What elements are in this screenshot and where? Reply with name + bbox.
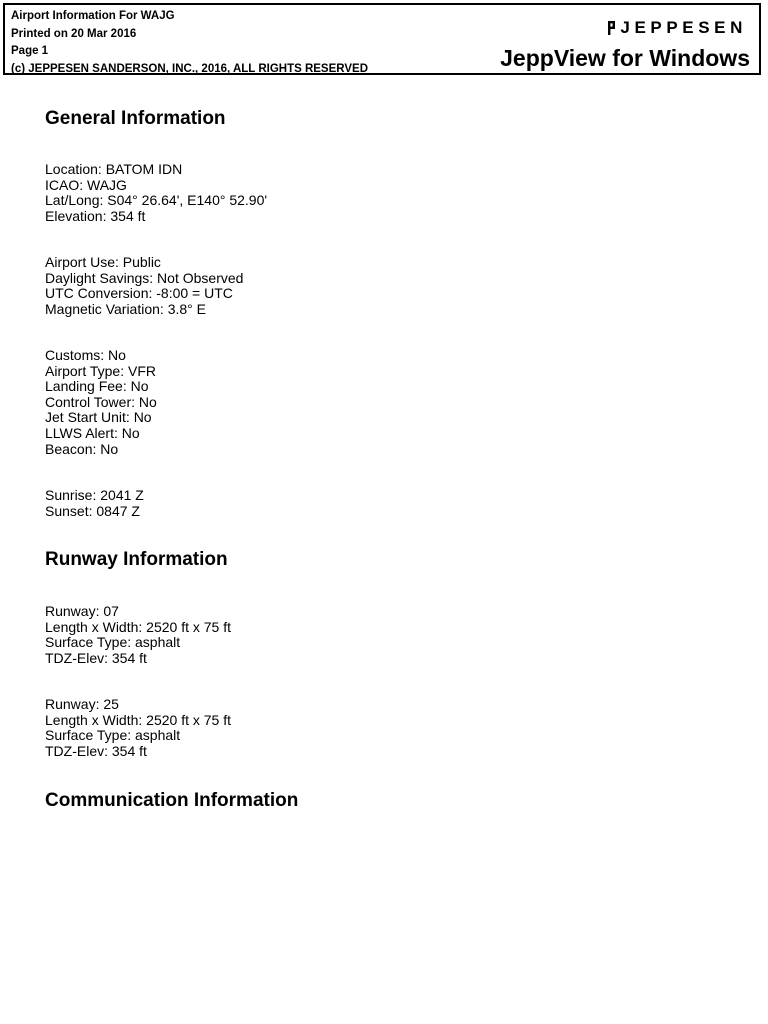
info-line: Sunrise: 2041 Z <box>45 487 144 503</box>
info-line: Surface Type: asphalt <box>45 634 181 651</box>
info-line: Airport Use: Public <box>45 254 161 270</box>
info-line: Landing Fee: No <box>45 378 149 395</box>
header-info <box>11 8 368 78</box>
info-line: Length x Width: 2520 ft x 75 ft <box>45 618 231 635</box>
jeppesen-brand <box>608 18 747 38</box>
header-copyright: (c) JEPPESEN SANDERSON, INC., 2016, ALL RIGHTS RESERVED <box>11 62 369 75</box>
airport-use-group <box>45 255 243 317</box>
brand-name: JEPPESEN <box>620 18 747 37</box>
runway-information-heading: Runway Information <box>45 549 228 570</box>
info-line: Surface Type: asphalt <box>45 727 181 744</box>
info-line: TDZ-Elev: 354 ft <box>45 742 147 759</box>
info-line: Elevation: 354 ft <box>45 207 146 224</box>
jeppesen-logo-icon <box>608 21 618 35</box>
info-line: Sunset: 0847 Z <box>45 502 140 519</box>
info-line: ICAO: WAJG <box>45 176 127 193</box>
info-line: Jet Start Unit: No <box>45 409 152 426</box>
location-group <box>45 162 267 224</box>
runway-07-group <box>45 604 231 666</box>
general-information-heading: General Information <box>45 108 226 129</box>
runway-25-group <box>45 697 231 759</box>
info-line: LLWS Alert: No <box>45 424 140 441</box>
header-title: Airport Information For WAJG <box>11 10 175 22</box>
info-line: Length x Width: 2520 ft x 75 ft <box>45 711 231 728</box>
info-line: TDZ-Elev: 354 ft <box>45 649 147 666</box>
info-line: Location: BATOM IDN <box>45 161 183 177</box>
facilities-group <box>45 348 157 457</box>
page-header <box>3 3 761 75</box>
header-page-number: Page 1 <box>11 45 49 57</box>
communication-information-heading: Communication Information <box>45 790 299 811</box>
info-line: UTC Conversion: -8:00 = UTC <box>45 285 233 302</box>
sun-times-group <box>45 488 144 519</box>
product-name: JeppView for Windows <box>500 45 750 71</box>
info-line: Runway: 07 <box>45 603 119 619</box>
info-line: Airport Type: VFR <box>45 362 157 379</box>
info-line: Beacon: No <box>45 440 119 457</box>
header-printed-date: Printed on 20 Mar 2016 <box>11 27 137 40</box>
info-line: Lat/Long: S04° 26.64', E140° 52.90' <box>45 192 268 209</box>
info-line: Runway: 25 <box>45 696 119 712</box>
info-line: Magnetic Variation: 3.8° E <box>45 300 206 317</box>
info-line: Daylight Savings: Not Observed <box>45 269 244 286</box>
info-line: Customs: No <box>45 347 126 363</box>
info-line: Control Tower: No <box>45 393 157 410</box>
